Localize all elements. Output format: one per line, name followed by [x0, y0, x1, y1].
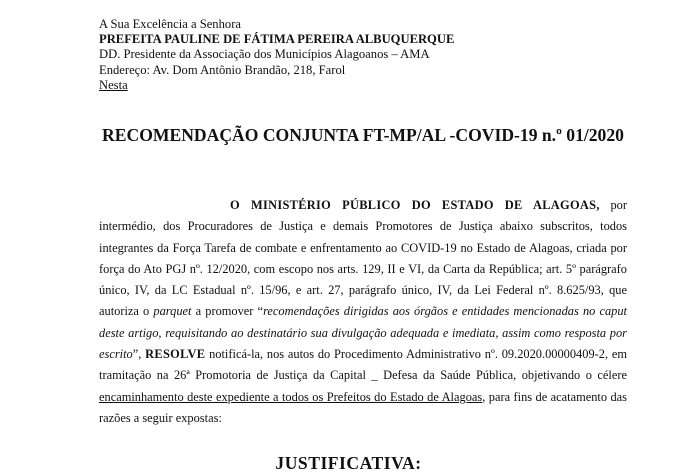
- addressee-name: PREFEITA PAULINE DE FÁTIMA PEREIRA ALBUQUERQUE: [99, 32, 455, 47]
- document-title: RECOMENDAÇÃO CONJUNTA FT-MP/AL -COVID-19 n.º 01/2020: [102, 125, 624, 145]
- parquet-term: parquet: [153, 304, 192, 319]
- resolve-keyword: RESOLVE: [145, 347, 206, 362]
- salutation: A Sua Excelência a Senhora: [99, 17, 241, 31]
- section-heading: JUSTIFICATIVA:: [275, 453, 422, 473]
- body-paragraph: O MINISTÉRIO PÚBLICO DO ESTADO DE ALAGOAS, por intermédio, dos Procuradores de Justiça e demais Promotores de Justiça abaixo subscritos, todos integrantes da Força Tarefa de combate e enfrentamento ao COVID-19 no Estado de Alagoas, criada por força do Ato PGJ nº. 12/2020, com escopo nos arts. 129, II e VI, da Carta da República; art. 5º parágrafo único, IV, da LC Estadual nº. 15/96, e art. 27, parágrafo único, IV, da Lei Federal nº. 8.625/93, que autoriza o parquet a promover “recomendações dirigidas aos órgãos e entidades mencionadas no caput deste artigo, requisitando ao destinatário sua divulgação adequada e imediata, assim como resposta por escrito”, RESOLVE notificá-la, nos autos do Procedimento Administrativo nº. 09.2020.00000409-2, em tramitação na 26ª Promotoria de Justiça da Capital _ Defesa da Saúde Pública, objetivando o célere encaminhamento deste expediente a todos os Prefeitos do Estado de Alagoas, para fins de acatamento das razões a seguir expostas:: [99, 198, 628, 425]
- underlined-instruction: encaminhamento deste expediente a todos os Prefeitos do Estado de Alagoas: [99, 389, 483, 404]
- legal-quote: recomendações dirigidas aos órgãos e entidades mencionadas no caput deste artigo, requisitando ao destinatário sua divulgação adequada e imediata, assim como resposta por escrito: [99, 304, 627, 362]
- addressee-locality: Nesta: [99, 77, 128, 92]
- addressee-position: DD. Presidente da Associação dos Municípios Alagoanos – AMA: [99, 47, 430, 62]
- addressee-address: Endereço: Av. Dom Antônio Brandão, 218, Farol: [99, 62, 346, 77]
- document-body: [99, 195, 627, 429]
- addressee-block: [99, 17, 454, 93]
- issuer-name: O MINISTÉRIO PÚBLICO DO ESTADO DE ALAGOAS,: [230, 198, 600, 212]
